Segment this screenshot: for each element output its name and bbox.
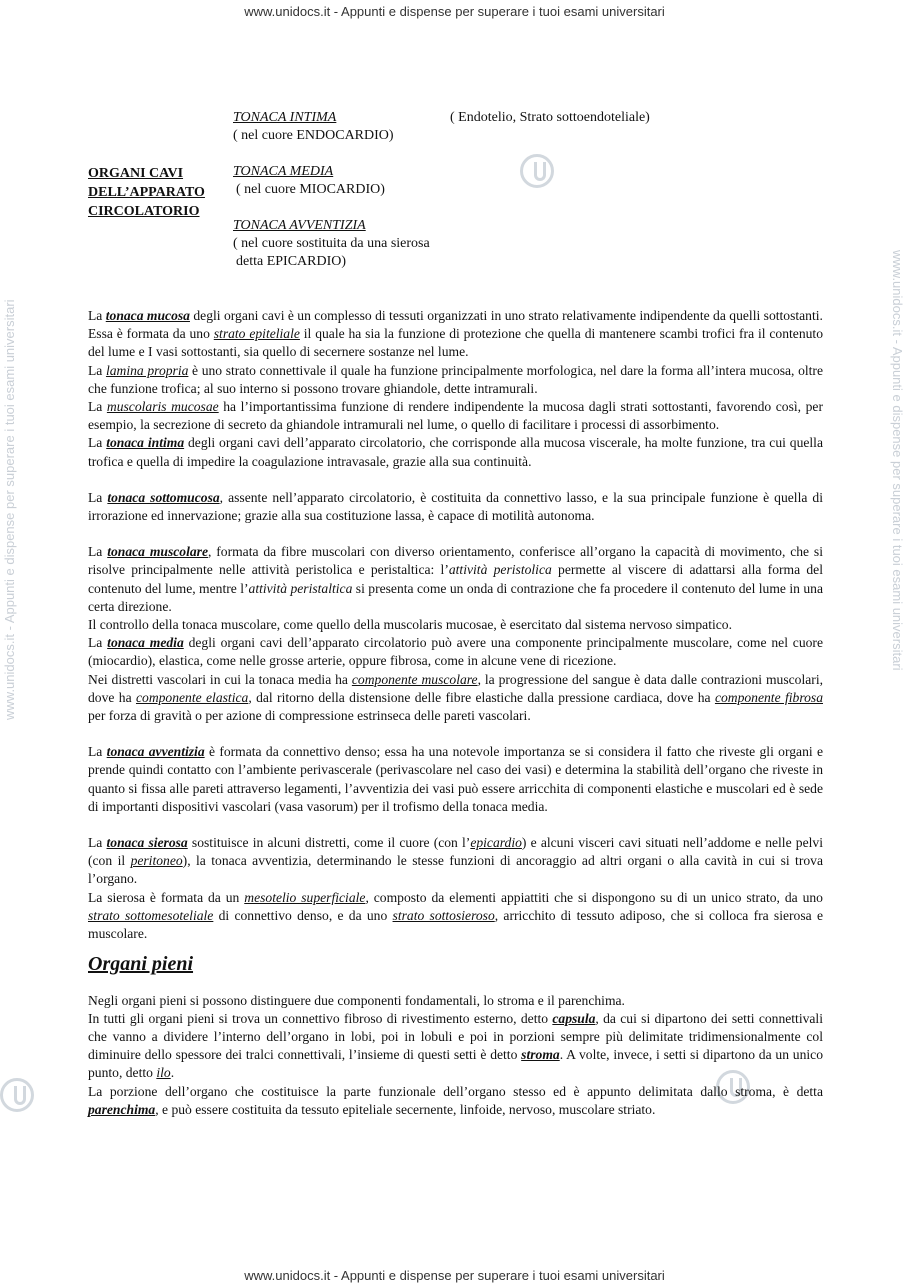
paragraph: La muscolaris mucosae ha l’importantissima funzione di rendere indipendente la mucosa dagli strati sottostanti, favorendo così, per esempio, la secrezione di secreto da ghiandole intramurali nel lume, o quello di facilitare i processi di assorbimento.: [88, 399, 823, 433]
scheme-avventizia-title: TONACA AVVENTIZIA: [233, 218, 366, 233]
keyword: capsula: [552, 1010, 596, 1026]
paragraph: La porzione dell’organo che costituisce la parte funzionale dell’organo stesso ed è appunto delimitata dallo stroma, è detta parenchima, e può essere costituita da tessuto epiteliale secernente, linfoide, nervoso, muscolare striato.: [88, 1083, 823, 1117]
keyword: epicardio: [470, 835, 522, 851]
paragraph: Essa è formata da uno strato epiteliale il quale ha sia la funzione di protezione che quella di mantenere scambi trofici fra il contenuto del lume e I vasi sottostanti, sia quello di secernere sostanze nel lume.: [88, 326, 823, 360]
paragraph: La tonaca mucosa degli organi cavi è un complesso di tessuti organizzati in uno strato relativamente indipendente da quelli sottostanti.: [88, 308, 823, 323]
keyword: tonaca media: [107, 635, 184, 651]
paragraph: Nei distretti vascolari in cui la tonaca media ha componente muscolare, la progressione del sangue è data dalle contrazioni muscolari, dove ha componente elastica, dal ritorno della distensione delle fibre elastiche dalla pressione cardiaca, dove ha componente fibrosa per forza di gravità o per azione di compressione estrinseca delle pareti vascolari.: [88, 671, 823, 724]
scheme-left-title-line: CIRCOLATORIO: [88, 204, 200, 219]
scheme-left-title-line: DELL’APPARATO: [88, 185, 205, 200]
keyword: muscolaris mucosae: [106, 399, 219, 415]
page-header: www.unidocs.it - Appunti e dispense per superare i tuoi esami universitari: [244, 4, 665, 19]
paragraph: Negli organi pieni si possono distinguere due componenti fondamentali, lo stroma e il parenchima.: [88, 992, 625, 1008]
section-heading: Organi pieni: [88, 953, 194, 976]
keyword: tonaca muscolare: [107, 544, 208, 560]
paragraph: La tonaca muscolare, formata da fibre muscolari con diverso orientamento, conferisce all’organo la capacità di movimento, che si risolve principalmente nelle attività peristolica e peristaltica: l’attività peristolica permette al viscere di adattarsi alla forma del contenuto del lume, mentre l’attività peristaltica si presenta come un onda di contrazione che fa procedere il contenuto del lume in una certa direzione.: [88, 544, 823, 614]
paragraph: La lamina propria è uno strato connettivale il quale ha funzione principalmente morfologica, nel dare la forma all’intera mucosa, oltre che funzione trofica; al suo interno si possono trovare ghiandole, dette intramurali.: [88, 362, 823, 396]
unidocs-logo-icon: [0, 1078, 34, 1112]
side-watermark-right: www.unidocs.it - Appunti e dispense per superare i tuoi esami universitari: [890, 250, 905, 671]
side-watermark-left: www.unidocs.it - Appunti e dispense per superare i tuoi esami universitari: [2, 299, 17, 720]
page-footer: www.unidocs.it - Appunti e dispense per superare i tuoi esami universitari: [244, 1268, 665, 1283]
keyword: tonaca sierosa: [106, 835, 188, 851]
paragraph: La tonaca avventizia è formata da connettivo denso; essa ha una notevole importanza se si considera il fatto che riveste gli organi e prende quindi contatto con l’ambiente perivascerale (perivascolare nel caso dei vasi) e determina la stabilità dell’organo che riveste in quanto si fissa alle pareti attraverso legamenti, l’avventizia dei vasi può essere arricchita di componenti elastiche e muscolari ed è sede di importanti dispositivi vascolari (vasa vasorum) per il trofismo della tonaca media.: [88, 744, 824, 814]
keyword: componente fibrosa: [714, 689, 823, 705]
keyword: componente elastica: [135, 689, 249, 705]
keyword: tonaca avventizia: [106, 744, 205, 760]
keyword: peritoneo: [130, 853, 183, 869]
document-body: [88, 307, 823, 1119]
keyword: stroma: [521, 1047, 560, 1063]
keyword: strato epiteliale: [213, 326, 300, 342]
paragraph: La tonaca media degli organi cavi dell’apparato circolatorio può avere una componente principalmente muscolare, come nel cuore (miocardio), elastica, come nelle grosse arterie, oppure fibrosa, come in alcune vene di ricezione.: [88, 635, 823, 669]
keyword: componente muscolare: [351, 671, 478, 687]
keyword: tonaca mucosa: [105, 308, 190, 323]
paragraph: La tonaca intima degli organi cavi dell’apparato circolatorio, che corrisponde alla mucosa viscerale, ha molte funzione, tra cui quella trofica e quella di impedire la coagulazione intravasale, grazie alla sua continuità.: [88, 435, 823, 469]
paragraph: Il controllo della tonaca muscolare, come quello della muscolaris mucosae, è esercitato dal sistema nervoso simpatico.: [88, 617, 732, 633]
keyword: strato sottosieroso: [392, 907, 495, 923]
paragraph: In tutti gli organi pieni si trova un connettivo fibroso di rivestimento esterno, detto capsula, da cui si dipartono dei setti connettivali che vanno a dividere l’interno dell’organo in lobi, poi in lobuli e poi in porzioni sempre più delimitate tridimensionalmente col diminuire dello spessore dei tralci connettivali, l’insieme di questi setti è detto stroma. A volte, invece, i setti si dipartono da un unico punto, detto ilo.: [88, 1010, 823, 1081]
scheme-avventizia-heart: detta EPICARDIO): [236, 254, 347, 269]
keyword: parenchima: [88, 1101, 156, 1117]
paragraph: La sierosa è formata da un mesotelio superficiale, composto da elementi appiattiti che si dispongono su di un unico strato, da uno strato sottomesoteliale di connettivo denso, e da uno strato sottosieroso, arricchito di tessuto adiposo, che si colloca fra sierosa e muscolare.: [88, 889, 823, 942]
keyword: ilo: [156, 1065, 171, 1081]
scheme-intima-title: TONACA INTIMA: [233, 110, 337, 125]
keyword: strato sottomesoteliale: [88, 907, 214, 923]
scheme-media-heart: ( nel cuore MIOCARDIO): [236, 182, 385, 197]
keyword: mesotelio superficiale: [244, 889, 366, 905]
paragraph: La tonaca sottomucosa, assente nell’apparato circolatorio, è costituita da connettivo lasso, e la sua principale funzione è quella di irrorazione ed innervazione; grazie alla sua costituzione lassa, è capace di motilità autonoma.: [88, 489, 823, 524]
unidocs-logo-icon: [520, 154, 554, 188]
paragraph: La tonaca sierosa sostituisce in alcuni distretti, come il cuore (con l’epicardio) e alcuni visceri cavi situati nell’addome e nelle pelvi (con il peritoneo), la tonaca avventizia, determinando le stesse funzioni di ancoraggio ad altri organi o alla cavità in cui si trova l’organo.: [88, 835, 823, 887]
scheme-intima-heart: ( nel cuore ENDOCARDIO): [233, 128, 394, 143]
scheme-left-title: [88, 164, 205, 221]
keyword: tonaca sottomucosa: [107, 489, 220, 505]
scheme-left-title-line: ORGANI CAVI: [88, 166, 184, 181]
keyword: lamina propria: [105, 362, 189, 378]
keyword: tonaca intima: [106, 435, 185, 451]
scheme-media-title: TONACA MEDIA: [233, 164, 334, 179]
scheme-intima-components: ( Endotelio, Strato sottoendoteliale): [450, 110, 650, 125]
scheme-avventizia-heart: ( nel cuore sostituita da una sierosa: [233, 236, 430, 251]
